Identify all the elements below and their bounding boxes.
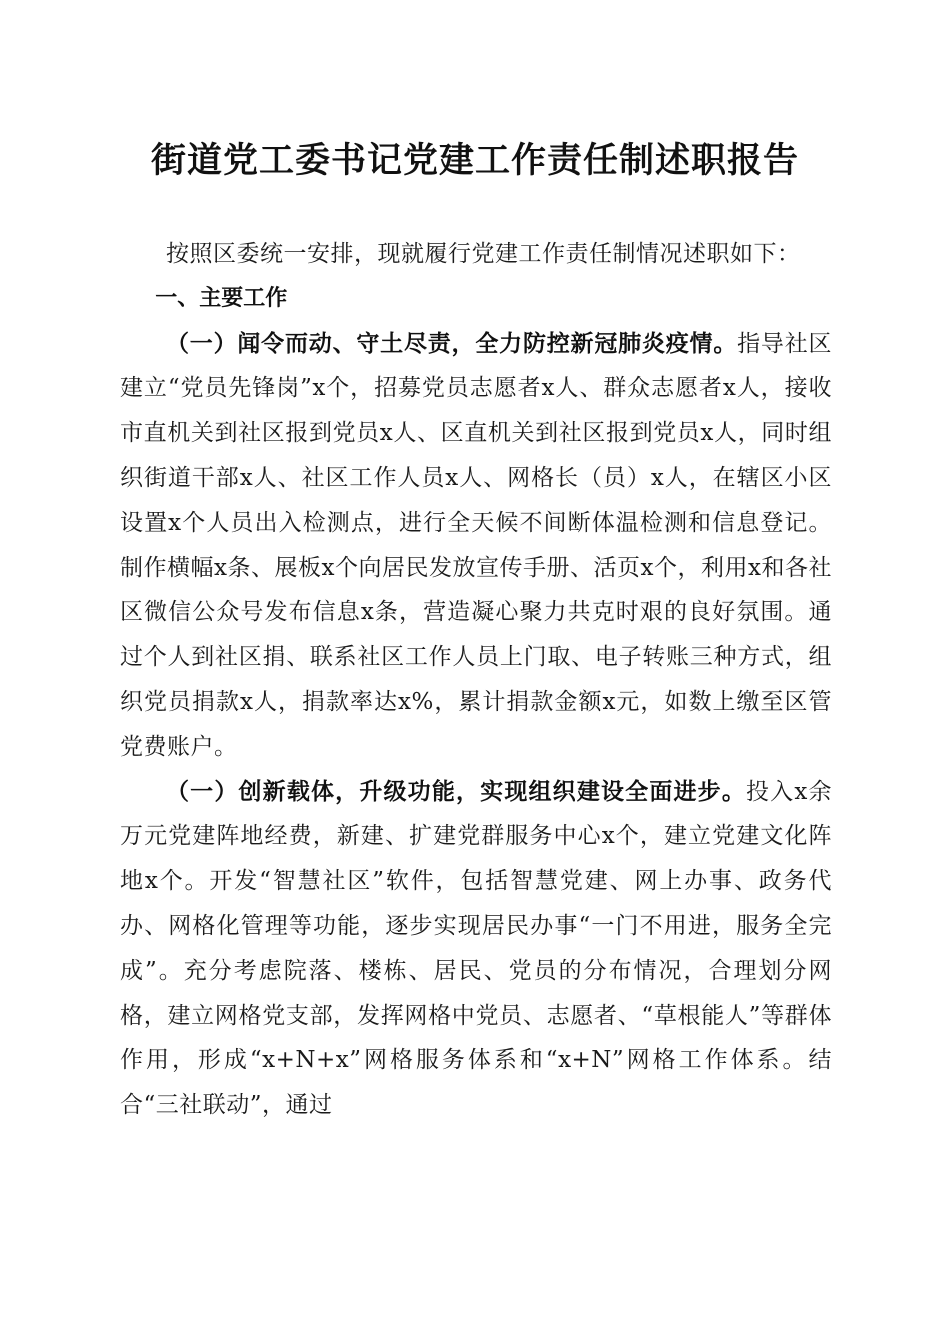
intro-paragraph: 按照区委统一安排，现就履行党建工作责任制情况述职如下： xyxy=(166,241,801,267)
paragraph-lead: （一）闻令而动、守土尽责，全力防控新冠肺炎疫情。 xyxy=(166,330,738,357)
section-heading: 一、主要工作 xyxy=(155,285,288,311)
paragraph-lead: （一）创新载体，升级功能，实现组织建设全面进步。 xyxy=(166,778,747,805)
document-body xyxy=(120,232,832,1128)
paragraph-text: 指导社区建立“党员先锋岗”x个，招募党员志愿者x人、群众志愿者x人，接收市直机关到社区报到党员x人、区直机关到社区报到党员x人，同时组织街道干部x人、社区工作人员x人、网格长（员）x人，在辖区小区设置x个人员出入检测点，进行全天候不间断体温检测和信息登记。制作横幅x条、展板x个向居民发放宣传手册、活页x个，利用x和各社区微信公众号发布信息x条，营造凝心聚力共克时艰的良好氛围。通过个人到社区捐、联系社区工作人员上门取、电子转账三种方式，组织党员捐款x人，捐款率达x%，累计捐款金额x元，如数上缴至区管党费账户。 xyxy=(120,330,833,760)
paragraph-text: 投入x余万元党建阵地经费，新建、扩建党群服务中心x个，建立党建文化阵地x个。开发“智慧社区”软件，包括智慧党建、网上办事、政务代办、网格化管理等功能，逐步实现居民办事“一门不用进，服务全完成”。充分考虑院落、楼栋、居民、党员的分布情况，合理划分网格，建立网格党支部，发挥网格中党员、志愿者、“草根能人”等群体作用，形成“x+N+x”网格服务体系和“x+N”网格工作体系。结合“三社联动”，通过 xyxy=(120,778,832,1119)
paragraph-epidemic-control xyxy=(120,322,832,770)
paragraph-organization-building xyxy=(120,770,832,1128)
document-title: 街道党工委书记党建工作责任制述职报告 xyxy=(150,140,799,181)
